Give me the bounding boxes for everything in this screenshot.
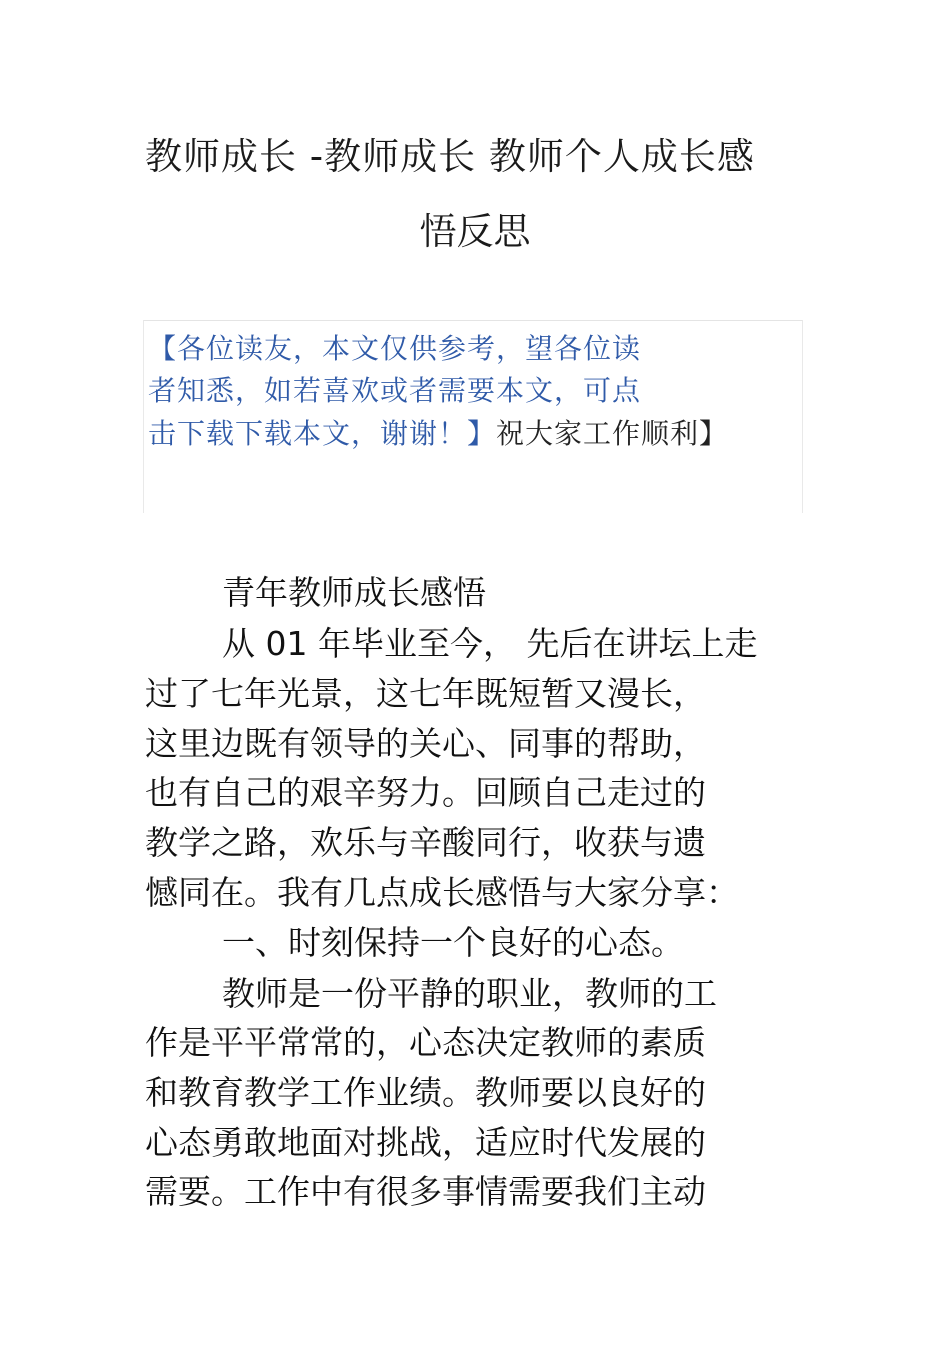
paragraph-line: 憾同在。我有几点成长感悟与大家分享：: [145, 873, 739, 912]
notice-line-1: 【各位读友，本文仅供参考，望各位读: [148, 332, 642, 365]
notice-wish-text: 祝大家工作顺利】: [496, 417, 729, 450]
document-title-line-1: 教师成长 -教师成长 教师个人成长感: [145, 135, 755, 178]
paragraph-line: 作是平平常常的，心态决定教师的素质: [145, 1023, 706, 1062]
paragraph-line: 也有自己的艰辛努力。回顾自己走过的: [145, 773, 706, 812]
notice-download-text: 击下载下载本文，谢谢！】: [148, 417, 497, 450]
paragraph-line: 需要。工作中有很多事情需要我们主动: [145, 1172, 706, 1211]
paragraph-line: 教师是一份平静的职业，教师的工: [222, 974, 717, 1013]
paragraph-line: 从 01 年毕业至今， 先后在讲坛上走: [222, 624, 758, 663]
paragraph-line: 和教育教学工作业绩。教师要以良好的: [145, 1073, 706, 1112]
paragraph-line: 过了七年光景，这七年既短暂又漫长，: [145, 674, 706, 713]
reader-notice-box: [143, 320, 803, 513]
paragraph-line: 这里边既有领导的关心、同事的帮助，: [145, 724, 706, 763]
paragraph-line: 教学之路，欢乐与辛酸同行，收获与遗: [145, 823, 706, 862]
subsection-heading: 一、时刻保持一个良好的心态。: [222, 923, 684, 962]
paragraph-line: 心态勇敢地面对挑战，适应时代发展的: [145, 1123, 706, 1162]
notice-line-3: [148, 418, 728, 450]
notice-line-2: 者知悉，如若喜欢或者需要本文，可点: [148, 374, 642, 407]
document-title-line-2: 悟反思: [419, 210, 531, 253]
section-heading: 青年教师成长感悟: [222, 573, 486, 612]
